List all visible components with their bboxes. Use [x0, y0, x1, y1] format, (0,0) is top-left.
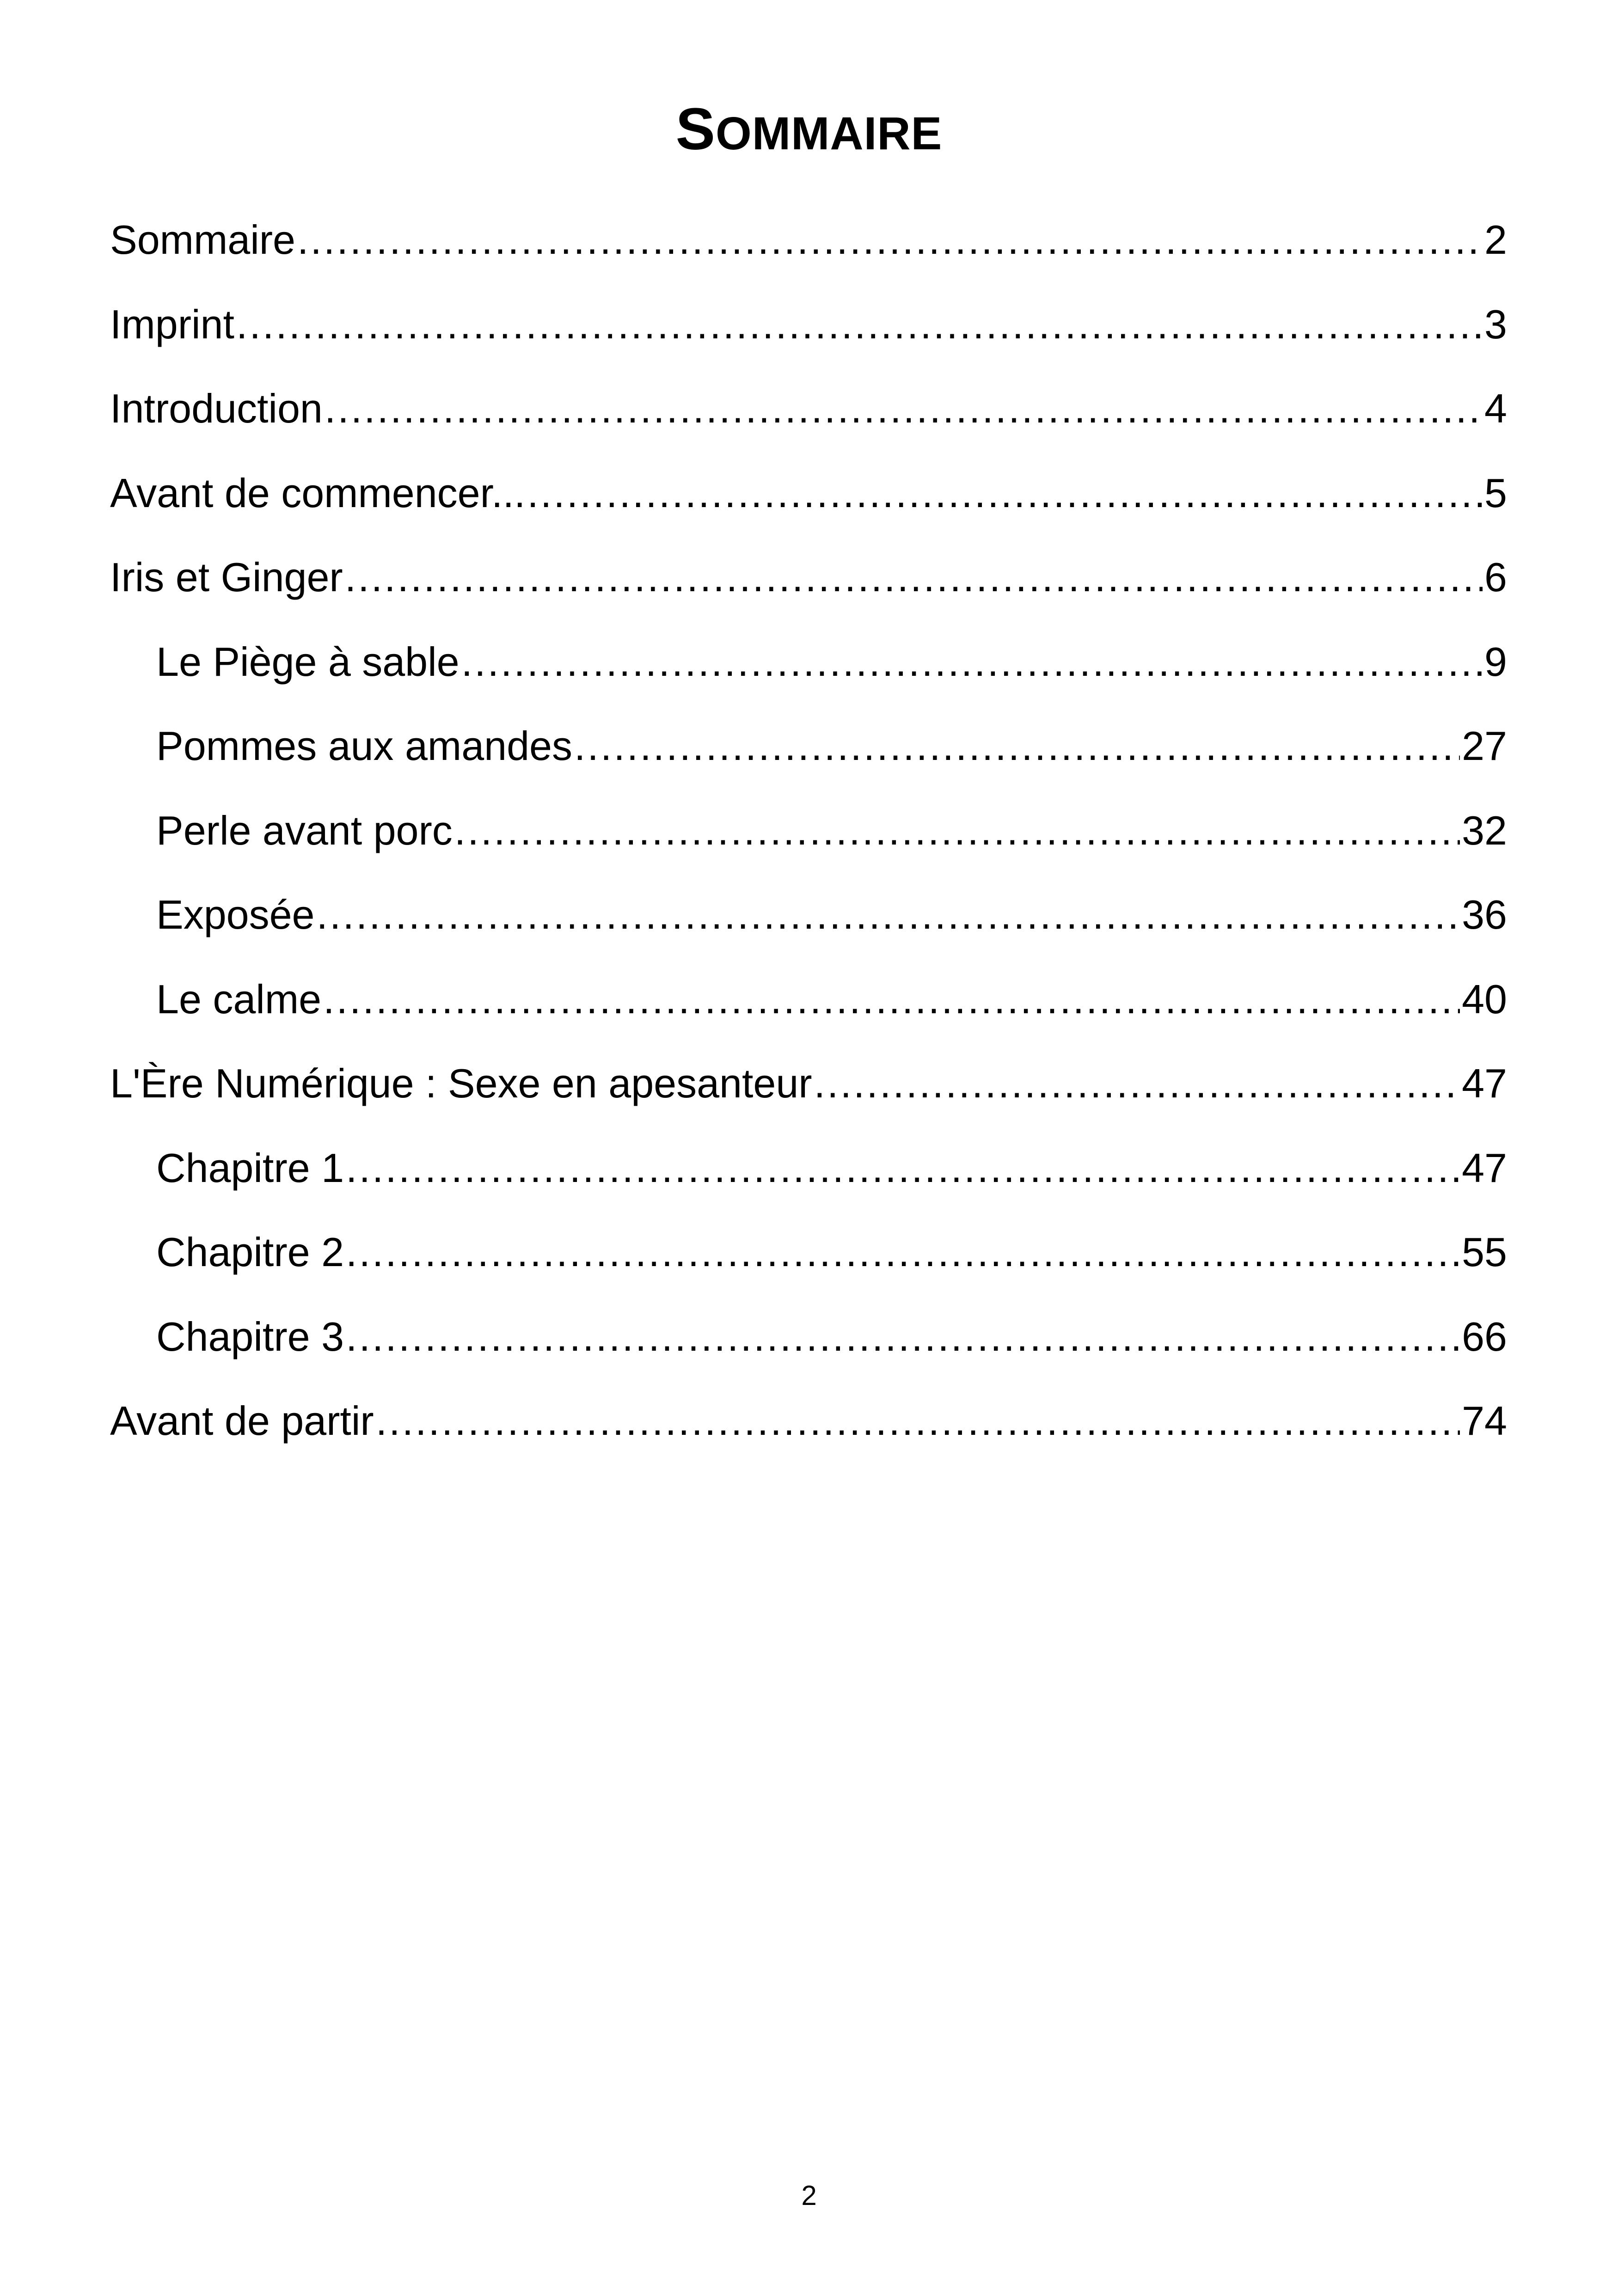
toc-entry-label: Chapitre 3: [156, 1313, 344, 1359]
toc-entry-page: 27: [1462, 723, 1507, 769]
toc-entry-label: Sommaire: [110, 217, 295, 263]
page-title: [0, 92, 1618, 171]
toc-entry-page: 9: [1484, 638, 1507, 685]
toc-dot-leader: [376, 1379, 1460, 1463]
toc-entry-avant-de-partir[interactable]: [110, 1379, 1507, 1463]
toc-entry-pommes-aux-amandes[interactable]: [110, 704, 1507, 789]
toc-entry-introduction[interactable]: [110, 367, 1507, 451]
toc-entry-page: 66: [1462, 1313, 1507, 1359]
toc-entry-chapitre-2[interactable]: [110, 1210, 1507, 1295]
toc-dot-leader: [346, 1126, 1460, 1211]
toc-entry-label: Perle avant porc: [156, 807, 453, 853]
toc-entry-chapitre-1[interactable]: [110, 1126, 1507, 1211]
toc-entry-label: Le calme: [156, 976, 322, 1022]
toc-entry-page: 4: [1484, 386, 1507, 431]
toc-dot-leader: [346, 1210, 1460, 1295]
toc-entry-avant-de-commencer[interactable]: [110, 451, 1507, 536]
toc-entry-perle-avant-porc[interactable]: [110, 789, 1507, 873]
toc-entry-page: 47: [1462, 1145, 1507, 1191]
toc-entry-le-calme[interactable]: [110, 957, 1507, 1042]
toc-dot-leader: [527, 451, 1483, 536]
toc-entry-page: 55: [1462, 1229, 1507, 1275]
toc-entry-label: Chapitre 1: [156, 1145, 344, 1191]
toc-dot-leader: [346, 1295, 1460, 1379]
toc-entry-page: 74: [1462, 1398, 1507, 1444]
toc-dot-leader: [316, 873, 1460, 957]
toc-dot-leader: [323, 957, 1460, 1042]
title-initial: S: [675, 96, 716, 162]
toc-dot-leader: [297, 198, 1483, 282]
toc-entry-page: 40: [1462, 976, 1507, 1022]
toc-dot-leader: [454, 789, 1460, 873]
toc-entry-page: 47: [1462, 1060, 1507, 1106]
toc-entry-label: Avant de partir: [110, 1398, 374, 1444]
toc-entry-label: L'Ère Numérique : Sexe en apesanteur: [110, 1060, 812, 1106]
toc-entry-le-piege-a-sable[interactable]: [110, 620, 1507, 704]
toc-dot-leader: [461, 620, 1483, 704]
toc-dot-leader: [574, 704, 1460, 789]
toc-entry-sommaire[interactable]: [110, 198, 1507, 282]
toc-entry-label: Imprint: [110, 301, 234, 347]
toc-dot-leader: [814, 1041, 1460, 1126]
toc-entry-page: 2: [1484, 217, 1507, 263]
page-number: 2: [801, 2180, 817, 2211]
toc-entry-iris-et-ginger[interactable]: [110, 535, 1507, 620]
toc-dot-leader: [236, 282, 1483, 367]
title-rest: OMMAIRE: [716, 108, 943, 159]
toc-dot-leader: [325, 367, 1483, 451]
toc-entry-exposee[interactable]: [110, 873, 1507, 957]
toc-entry-chapitre-3[interactable]: [110, 1295, 1507, 1379]
toc-entry-label: Pommes aux amandes: [156, 723, 572, 769]
toc-entry-page: 6: [1484, 554, 1507, 600]
toc-entry-label: Iris et Ginger: [110, 554, 343, 600]
toc-dot-leader: [345, 535, 1483, 620]
toc-entry-page: 36: [1462, 892, 1507, 937]
toc-entry-label: Exposée: [156, 892, 315, 937]
toc-entry-page: 5: [1484, 470, 1507, 516]
toc-entry-imprint[interactable]: [110, 282, 1507, 367]
toc-entry-label: Le Piège à sable: [156, 638, 460, 685]
toc-entry-label: Introduction: [110, 386, 323, 431]
toc-entry-ere-numerique[interactable]: [110, 1041, 1507, 1126]
toc-entry-page: 32: [1462, 807, 1507, 853]
toc-entry-label: Chapitre 2: [156, 1229, 344, 1275]
toc-entry-label: Avant de commencer...: [110, 470, 526, 516]
toc-entry-page: 3: [1484, 301, 1507, 347]
table-of-contents: [110, 198, 1507, 1463]
